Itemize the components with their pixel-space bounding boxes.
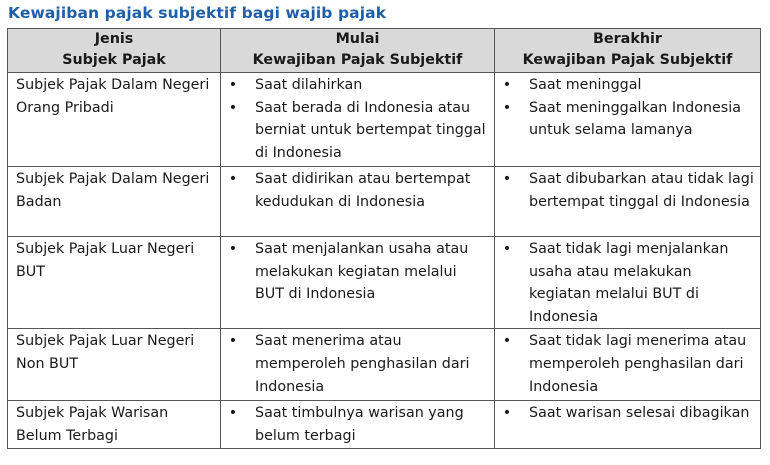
cell-jenis: Subjek Pajak Luar Negeri BUT (8, 237, 221, 329)
cell-jenis: Subjek Pajak Luar Negeri Non BUT (8, 329, 221, 401)
list-item-text: Saat meninggalkan Indonesia untuk selama lamanya (529, 99, 741, 139)
bullet-icon: • (228, 99, 238, 116)
bullet-icon: • (502, 333, 512, 350)
cell-jenis: Subjek Pajak Dalam Negeri Badan (8, 167, 221, 237)
tax-obligation-table (7, 28, 761, 449)
cell-mulai (221, 329, 495, 401)
bullet-icon: • (228, 405, 238, 422)
bullet-icon: • (502, 405, 512, 422)
list-item (495, 402, 756, 425)
header-mulai-line1: Mulai (335, 31, 380, 47)
bullet-icon: • (502, 241, 512, 257)
list-item (495, 168, 756, 213)
header-berakhir (495, 29, 761, 73)
cell-mulai (221, 401, 495, 449)
bullet-icon: • (228, 77, 238, 93)
list-item (221, 74, 490, 97)
cell-berakhir (495, 401, 761, 449)
header-berakhir-line2: Kewajiban Pajak Subjektif (522, 52, 733, 68)
header-mulai-line2: Kewajiban Pajak Subjektif (252, 52, 463, 68)
list-item (221, 238, 490, 306)
cell-berakhir (495, 329, 761, 401)
list-item (221, 402, 490, 447)
list-item-text: Saat dibubarkan atau tidak lagi bertempat tinggal di Indonesia (529, 171, 754, 210)
list-item (221, 330, 490, 398)
cell-mulai (221, 73, 495, 167)
header-jenis-line1: Jenis (94, 31, 134, 47)
list-item-text: Saat berada di Indonesia atau berniat untuk bertempat tinggal di Indonesia (255, 99, 486, 161)
bullet-icon: • (228, 333, 238, 350)
table-row (8, 329, 761, 401)
page-title: Kewajiban pajak subjektif bagi wajib pajak (8, 4, 387, 22)
bullet-icon: • (228, 171, 238, 187)
list-item-text: Saat meninggal (529, 77, 642, 93)
table-row (8, 73, 761, 167)
table-row (8, 401, 761, 449)
header-berakhir-line1: Berakhir (593, 31, 662, 47)
list-item-text: Saat menjalankan usaha atau melakukan kegiatan melalui BUT di Indonesia (255, 241, 469, 303)
list-item (495, 330, 756, 398)
cell-berakhir (495, 73, 761, 167)
list-item-text: Saat warisan selesai dibagikan (529, 405, 750, 422)
list-item (221, 168, 490, 213)
cell-berakhir (495, 237, 761, 329)
list-item (495, 97, 756, 142)
list-item-text: Saat didirikan atau bertempat kedudukan di Indonesia (255, 171, 471, 210)
bullet-icon: • (502, 77, 512, 93)
list-item (495, 238, 756, 328)
header-jenis (8, 29, 221, 73)
cell-jenis: Subjek Pajak Dalam Negeri Orang Pribadi (8, 73, 221, 167)
table-header-row (8, 29, 761, 73)
bullet-icon: • (502, 171, 512, 187)
list-item-text: Saat menerima atau memperoleh penghasilan dari Indonesia (255, 333, 470, 395)
cell-mulai (221, 237, 495, 329)
header-jenis-line2: Subjek Pajak (62, 52, 166, 68)
bullet-icon: • (228, 241, 238, 257)
cell-mulai (221, 167, 495, 237)
cell-jenis: Subjek Pajak Warisan Belum Terbagi (8, 401, 221, 449)
table-row (8, 167, 761, 237)
bullet-icon: • (502, 99, 512, 116)
table-row (8, 237, 761, 329)
list-item-text: Saat timbulnya warisan yang belum terbagi (255, 405, 464, 444)
list-item-text: Saat dilahirkan (255, 77, 363, 93)
list-item-text: Saat tidak lagi menerima atau memperoleh penghasilan dari Indonesia (529, 333, 747, 395)
list-item (221, 97, 490, 165)
cell-berakhir (495, 167, 761, 237)
list-item (495, 74, 756, 97)
list-item-text: Saat tidak lagi menjalankan usaha atau melakukan kegiatan melalui BUT di Indonesia (529, 241, 729, 325)
header-mulai (221, 29, 495, 73)
